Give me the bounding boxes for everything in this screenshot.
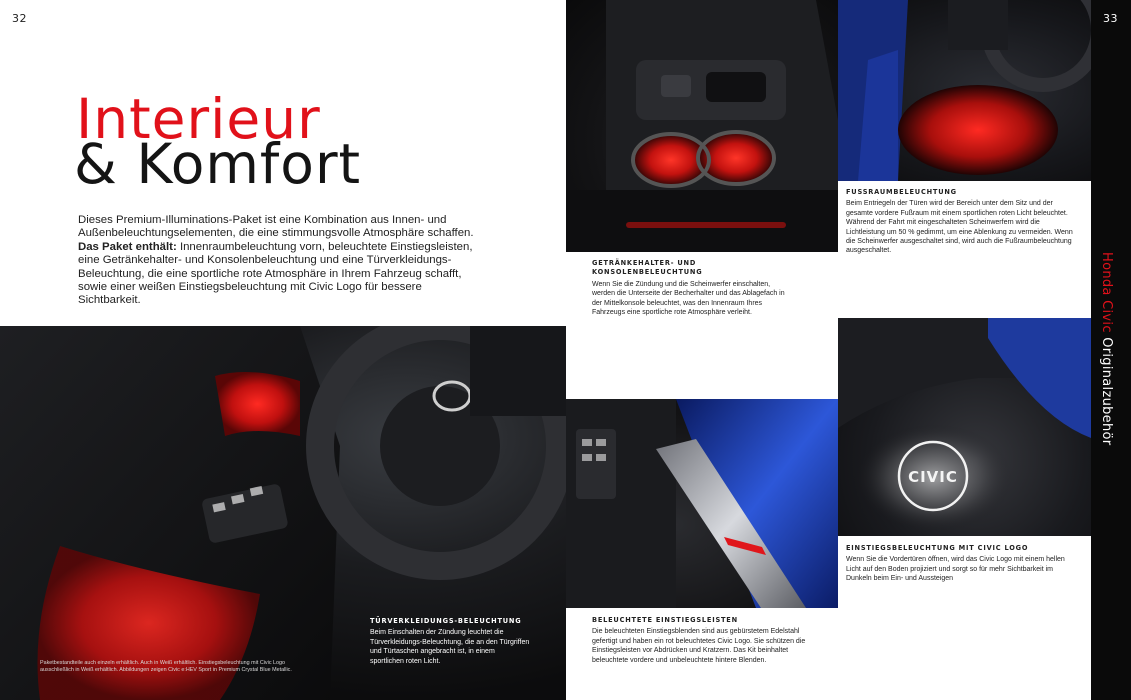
page-title-line1: Interieur: [76, 87, 321, 151]
civic-projection-text: CIVIC: [908, 468, 958, 486]
footnote: Paketbestandteile auch einzeln erhältlich. Auch in Weiß erhältlich. Einstiegsbeleuchtung mit Civic Logo ausschließlich in Weiß erhältlich. Abbildungen zeigen Civic e:HEV Sport in Premium Crystal Blue Metallic.: [40, 660, 292, 674]
intro-paragraph: [78, 214, 478, 308]
cupholder-illustration: [566, 0, 838, 252]
intro-text-2: Innenraumbeleuchtung vorn, beleuchtete Einstiegsleisten, eine Getränkehalter- und Konsolenbeleuchtung und eine Türverkleidungs-Beleuchtung, die eine sportliche rote Atmosphäre in Ihrem Fahrzeug schafft, sowie einer weißen Einstiegsbeleuchtung mit Civic Logo für bessere Sichtbarkeit.: [78, 240, 473, 307]
caption-logo: [846, 544, 1066, 584]
sidebar-rest: Originalzubehör: [1099, 332, 1114, 446]
logo-projection-photo: [838, 318, 1091, 536]
sidebar-brand: Honda Civic: [1099, 252, 1114, 333]
sidebar-title: [1099, 252, 1114, 445]
caption-console-title: GETRÄNKEHALTER- UND KONSOLENBELEUCHTUNG: [592, 259, 703, 277]
caption-sill-text: Die beleuchteten Einstiegsblenden sind aus gebürstetem Edelstahl gefertigt und haben ein rot beleuchtetes Civic Logo. Sie schützen die Einstiegsleisten vor Abdrücken und Kratzern. Das Kit beinhaltet beleuchtete vordere und unbeleuchtete hintere Blenden.: [592, 628, 806, 664]
caption-door: [370, 617, 530, 666]
caption-console: [592, 259, 792, 317]
console-lighting-photo: [566, 0, 838, 252]
caption-console-text: Wenn Sie die Zündung und die Scheinwerfer einschalten, werden die Unterseite der Becherhalter und das Ablagefach in der Mittelkonsole beleuchtet, was den Innenraum Ihres Fahrzeugs eine sportliche rote Atmosphäre verleiht.: [592, 280, 785, 317]
civic-logo-projection-illustration: [838, 318, 1091, 536]
page-number-left: 32: [12, 12, 27, 25]
sill-lighting-photo: [566, 399, 838, 608]
intro-text-1: Dieses Premium-Illuminations-Paket ist eine Kombination aus Innen- und Außenbeleuchtungselementen, die eine stimmungsvolle Atmosphäre schaffen.: [78, 214, 474, 240]
caption-sill: [592, 616, 824, 665]
caption-door-title: TÜRVERKLEIDUNGS-BELEUCHTUNG: [370, 617, 522, 625]
caption-door-text: Beim Einschalten der Zündung leuchtet die Türverkleidungs-Beleuchtung, die an den Türgriffen und Türtaschen angebracht ist, in einem sportlichen roten Licht.: [370, 629, 530, 665]
caption-logo-title: EINSTIEGSBELEUCHTUNG MIT CIVIC LOGO: [846, 544, 1029, 552]
door-sill-illustration: [566, 399, 838, 608]
footwell-lighting-photo: [838, 0, 1091, 181]
caption-footwell-text: Beim Entriegeln der Türen wird der Bereich unter dem Sitz und der gesamte vordere Fußraum mit einem sportlichen roten Licht beleuchtet. Während der Fahrt mit eingeschalteten Scheinwerfern wird die Lichtleistung um 50 % gedimmt, um eine Ablenkung zu vermeiden. Wenn die Scheinwerfer ausgeschaltet sind, wird auch die Fußraumbeleuchtung ausgeschaltet.: [846, 200, 1073, 255]
caption-footwell-title: FUSSRAUMBELEUCHTUNG: [846, 188, 957, 196]
page-title-line2: & Komfort: [74, 132, 362, 196]
intro-bold: Das Paket enthält:: [78, 240, 177, 253]
caption-logo-text: Wenn Sie die Vordertüren öffnen, wird das Civic Logo mit einem hellen Licht auf den Boden projiziert und sorgt so für mehr Sichtbarkeit im Dunkeln beim Ein- und Aussteigen: [846, 556, 1065, 583]
footwell-illustration: [838, 0, 1091, 181]
caption-footwell: [846, 188, 1074, 256]
caption-sill-title: BELEUCHTETE EINSTIEGSLEISTEN: [592, 616, 738, 624]
page-number-right: 33: [1103, 12, 1118, 25]
